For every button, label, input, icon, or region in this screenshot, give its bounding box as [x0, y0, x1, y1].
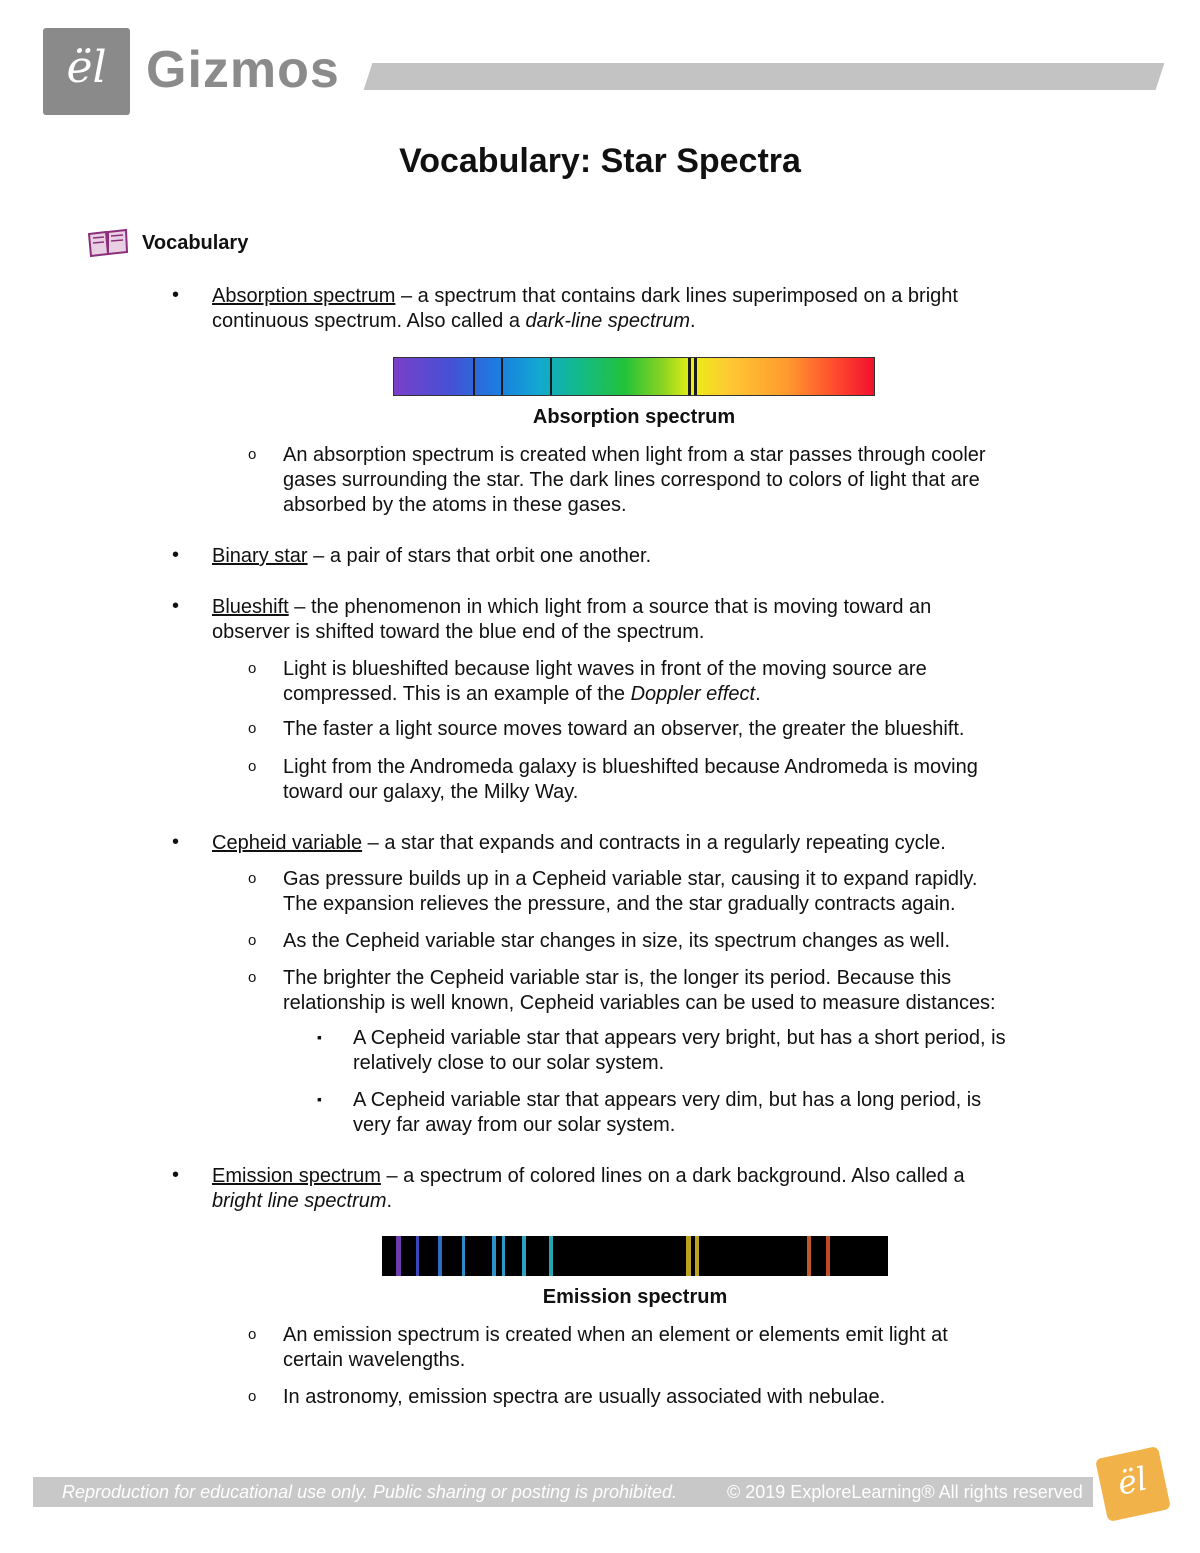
emission-line: [502, 1236, 505, 1276]
bullet-icon: •: [172, 544, 180, 566]
circle-bullet-icon: o: [248, 660, 257, 677]
footer-notice: Reproduction for educational use only. Public sharing or posting is prohibited.: [62, 1482, 678, 1502]
absorption-line: [473, 358, 475, 395]
header-bar: [364, 63, 1165, 90]
entry-blueshift: Blueshift – the phenomenon in which light from a source that is moving toward an observer is shifted toward the blue end of the spectrum.: [212, 596, 932, 643]
note-cepheid-2: As the Cepheid variable star changes in size, its spectrum changes as well.: [283, 930, 951, 952]
section-heading: Vocabulary: [142, 232, 249, 254]
square-bullet-icon: ▪: [317, 1091, 322, 1107]
emission-line: [462, 1236, 465, 1276]
emission-spectrum-image: [382, 1236, 888, 1276]
note-emission-1: An emission spectrum is created when an element or elements emit light at certain wavelengths.: [283, 1324, 948, 1371]
note-blueshift-2: The faster a light source moves toward an observer, the greater the blueshift.: [283, 718, 965, 740]
circle-bullet-icon: o: [248, 969, 257, 986]
circle-bullet-icon: o: [248, 446, 257, 463]
absorption-line: [501, 358, 503, 395]
circle-bullet-icon: o: [248, 758, 257, 775]
term: Binary star: [212, 545, 308, 567]
emission-line: [396, 1236, 401, 1276]
book-icon: [86, 228, 130, 260]
circle-bullet-icon: o: [248, 1388, 257, 1405]
bullet-icon: •: [172, 1164, 180, 1186]
emission-line: [686, 1236, 691, 1276]
absorption-line: [688, 358, 691, 395]
note-blueshift-3: Light from the Andromeda galaxy is blueshifted because Andromeda is moving toward our galaxy, the Milky Way.: [283, 756, 978, 803]
emission-line: [807, 1236, 811, 1276]
emission-line: [438, 1236, 442, 1276]
emission-line: [826, 1236, 830, 1276]
emission-line: [416, 1236, 419, 1276]
footer-copyright: © 2019 ExploreLearning® All rights reserved: [727, 1482, 1083, 1502]
entry-emission: Emission spectrum – a spectrum of colored lines on a dark background. Also called a bright line spectrum.: [212, 1165, 965, 1212]
circle-bullet-icon: o: [248, 932, 257, 949]
note-cepheid-3: The brighter the Cepheid variable star is, the longer its period. Because this relationship is well known, Cepheid variables can be used to measure distances:: [283, 967, 996, 1014]
absorption-line: [550, 358, 552, 395]
explorelearning-logo: ël: [43, 28, 130, 115]
note-absorption-1: An absorption spectrum is created when light from a star passes through cooler gases surrounding the star. The dark lines correspond to colors of light that are absorbed by the atoms in these gases.: [283, 444, 986, 516]
entry-absorption: Absorption spectrum – a spectrum that contains dark lines superimposed on a bright continuous spectrum. Also called a dark-line spectrum.: [212, 285, 958, 332]
entry-cepheid-variable: Cepheid variable – a star that expands and contracts in a regularly repeating cycle.: [212, 832, 946, 854]
emission-line: [522, 1236, 526, 1276]
subnote-cepheid-1: A Cepheid variable star that appears very bright, but has a short period, is relatively close to our solar system.: [353, 1027, 1006, 1074]
absorption-line: [694, 358, 697, 395]
term: Cepheid variable: [212, 832, 363, 854]
brand-name: Gizmos: [146, 41, 340, 99]
note-blueshift-1: Light is blueshifted because light waves in front of the moving source are compressed. This is an example of the Doppler effect.: [283, 658, 927, 705]
circle-bullet-icon: o: [248, 870, 257, 887]
explorelearning-footer-logo: ël: [1095, 1446, 1171, 1522]
note-cepheid-1: Gas pressure builds up in a Cepheid variable star, causing it to expand rapidly. The expansion relieves the pressure, and the star gradually contracts again.: [283, 868, 978, 915]
emission-line: [492, 1236, 496, 1276]
term: Blueshift: [212, 596, 289, 618]
emission-line: [549, 1236, 553, 1276]
bullet-icon: •: [172, 595, 180, 617]
figure-caption: Emission spectrum: [542, 1286, 728, 1308]
entry-binary-star: Binary star – a pair of stars that orbit one another.: [212, 545, 652, 567]
term: Emission spectrum: [212, 1165, 381, 1187]
square-bullet-icon: ▪: [317, 1029, 322, 1045]
page-title: Vocabulary: Star Spectra: [399, 142, 801, 180]
note-emission-2: In astronomy, emission spectra are usually associated with nebulae.: [283, 1386, 886, 1408]
bullet-icon: •: [172, 831, 180, 853]
circle-bullet-icon: o: [248, 1326, 257, 1343]
term: Absorption spectrum: [212, 285, 396, 307]
circle-bullet-icon: o: [248, 720, 257, 737]
bullet-icon: •: [172, 284, 180, 306]
emission-line: [695, 1236, 699, 1276]
subnote-cepheid-2: A Cepheid variable star that appears very dim, but has a long period, is very far away from our solar system.: [353, 1089, 982, 1136]
figure-caption: Absorption spectrum: [532, 406, 736, 428]
absorption-spectrum-image: [393, 357, 875, 396]
